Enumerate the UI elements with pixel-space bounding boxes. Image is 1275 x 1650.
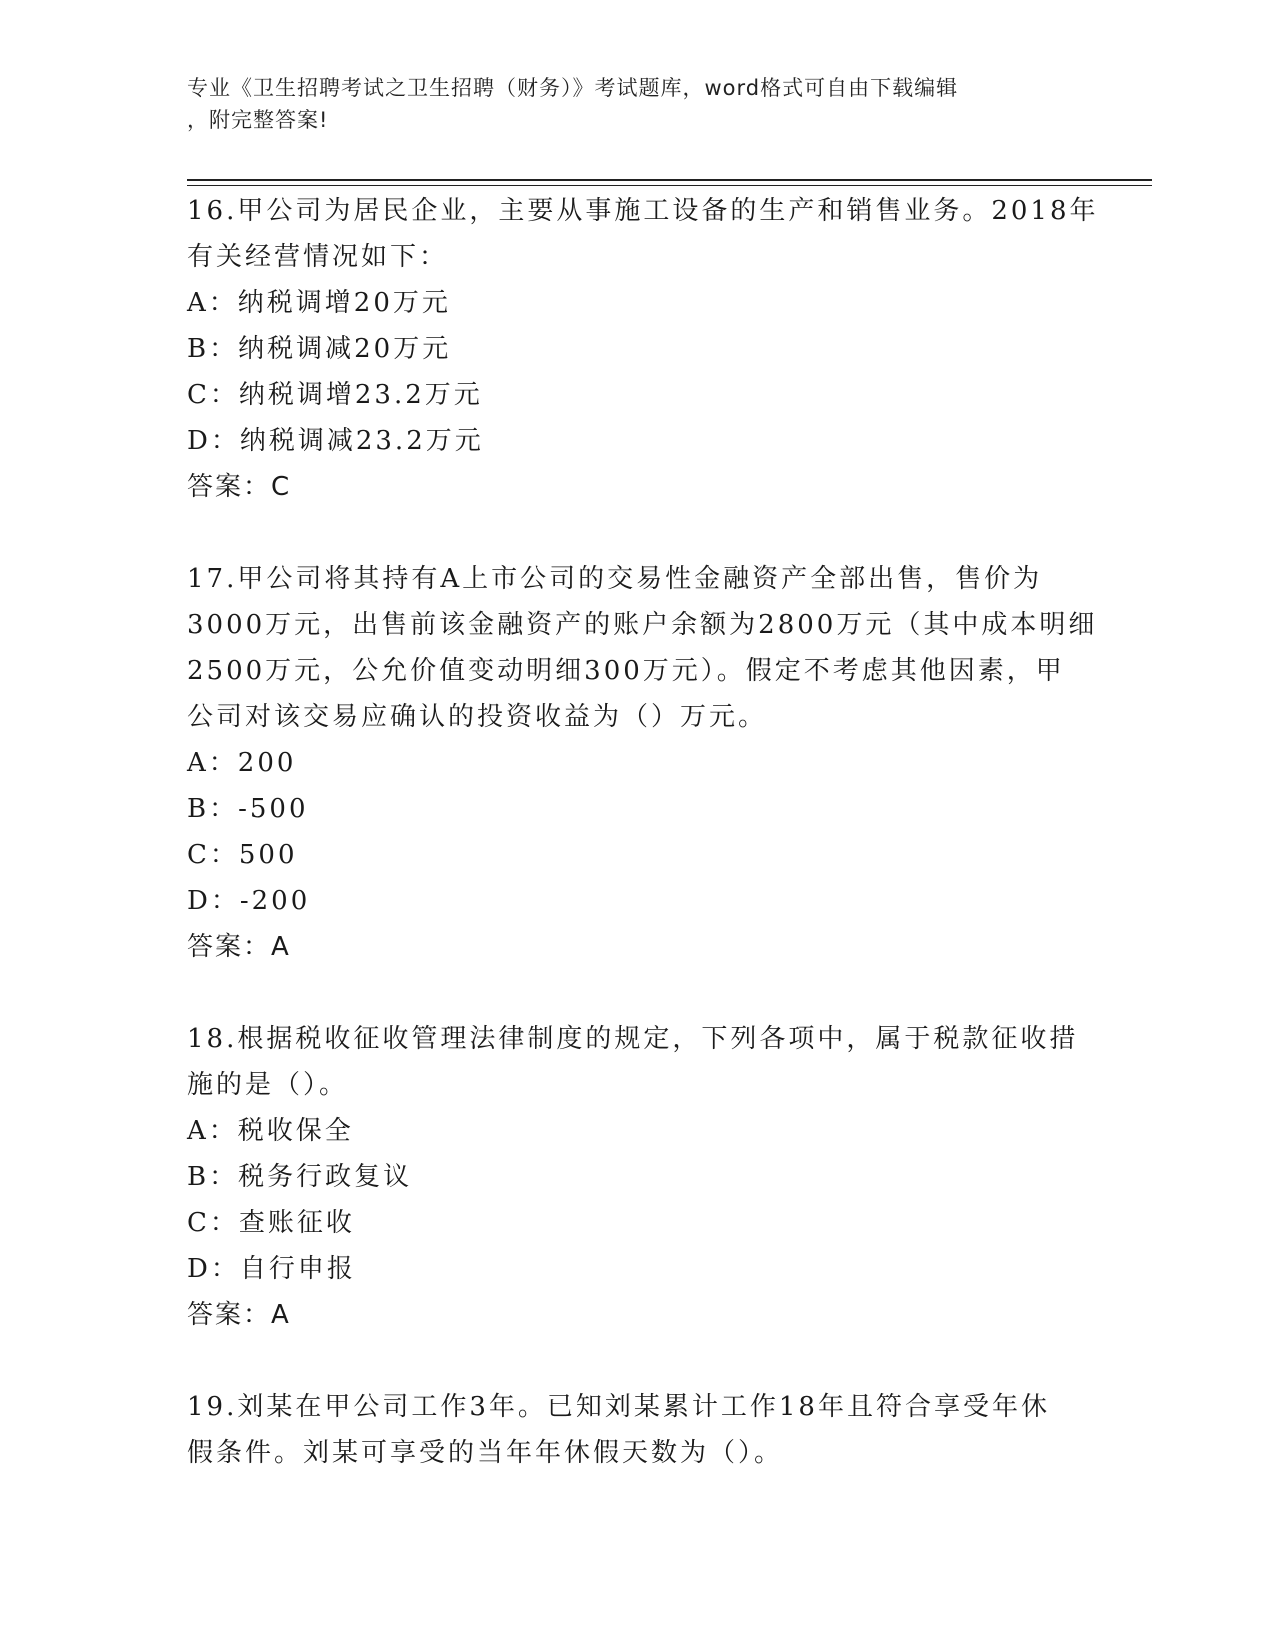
question-19 [187,1384,1087,1476]
option-c: C：500 [187,840,298,870]
header-line-2: ，附完整答案! [187,108,329,132]
option-d: D：纳税调减23.2万元 [187,426,484,456]
question-text-line: 3000万元，出售前该金融资产的账户余额为2800万元（其中成本明细 [187,610,1098,640]
question-16 [187,188,1099,510]
question-17 [187,556,1098,970]
question-text-line: 施的是（）。 [187,1070,349,1100]
option-d: D：-200 [187,886,311,916]
option-b: B：-500 [187,794,309,824]
answer: 答案：A [187,932,291,962]
option-a: A：税收保全 [187,1116,354,1146]
question-text-line: 18.根据税收征收管理法律制度的规定，下列各项中，属于税款征收措 [187,1024,1079,1054]
header-line-1: 专业《卫生招聘考试之卫生招聘（财务）》考试题库，word格式可自由下载编辑 [187,76,959,100]
answer: 答案：A [187,1300,291,1330]
option-d: D：自行申报 [187,1254,356,1284]
question-text-line: 2500万元，公允价值变动明细300万元）。假定不考虑其他因素，甲 [187,656,1065,686]
header-divider-thin [187,185,1152,186]
option-b: B：税务行政复议 [187,1162,413,1192]
option-c: C：纳税调增23.2万元 [187,380,483,410]
spacer [187,510,1087,556]
option-c: C：查账征收 [187,1208,355,1238]
question-text-line: 公司对该交易应确认的投资收益为（）万元。 [187,702,768,732]
option-a: A：200 [187,748,297,778]
question-18 [187,1016,1087,1338]
spacer [187,970,1087,1016]
option-a: A：纳税调增20万元 [187,288,451,318]
question-list [187,188,1099,1476]
document-header [187,72,1067,136]
question-text-line: 19.刘某在甲公司工作3年。已知刘某累计工作18年且符合享受年休 [187,1392,1050,1422]
question-text-line: 有关经营情况如下： [187,242,449,272]
question-text-line: 17.甲公司将其持有A上市公司的交易性金融资产全部出售，售价为 [187,564,1043,594]
answer: 答案：C [187,472,292,502]
header-divider-thick [187,179,1152,181]
spacer [187,1338,1087,1384]
question-text-line: 假条件。刘某可享受的当年年休假天数为（）。 [187,1438,784,1468]
option-b: B：纳税调减20万元 [187,334,452,364]
question-text-line: 16.甲公司为居民企业，主要从事施工设备的生产和销售业务。2018年 [187,196,1099,226]
